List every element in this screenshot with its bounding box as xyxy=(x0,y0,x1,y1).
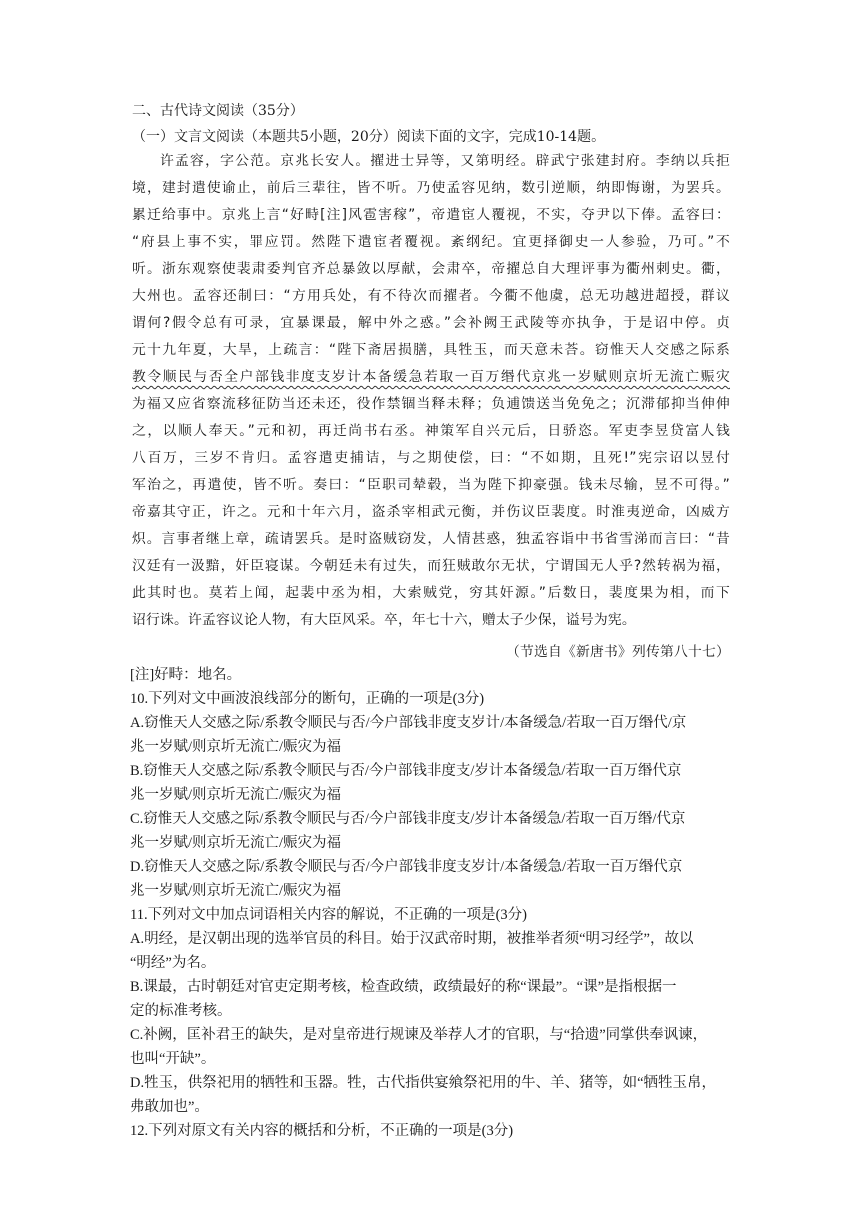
passage-line: 汉廷有一汲黯，奸臣寝谋。今朝廷未有过失，而狂贼敢尔无状，宁谓国无人乎?然转祸为福， xyxy=(132,558,730,574)
passage-line: “府县上事不实，罪应罚。然陛下遣宦者覆视。紊纲纪。宜更择御史一人参验，乃可。”不 xyxy=(132,234,730,250)
passage-line: 许孟容，字公范。京兆长安人。擢进士异等，又第明经。辟武宁张建封府。李纳以兵拒 xyxy=(160,153,730,169)
option-c: C.补阙，匡补君王的缺失，是对皇帝进行规谏及举荐人才的官职，与“拾遗”同掌供奉讽谏， xyxy=(130,1027,708,1043)
passage-line: 之，以顺人奉天。”元和初，再迁尚书右丞。神策军自兴元后，日骄恣。军吏李昱贷富人钱 xyxy=(132,423,730,439)
option-d: D.窃惟天人交感之际/系教令顺民与否/今户部钱非度支岁计/本备缓急/若取一百万缗代京 xyxy=(130,859,683,875)
passage-line: 炽。言事者继上章，疏请罢兵。是时盗贼窃发，人情甚惑，独孟容诣中书省雪涕而言曰：“昔 xyxy=(132,531,730,547)
option-d-cont: 兆一岁赋/则京圻无流亡/赈灾为福 xyxy=(130,883,342,899)
question-stem: 12.下列对原文有关内容的概括和分析，不正确的一项是(3分) xyxy=(130,1123,514,1139)
option-d: D.牲玉，供祭祀用的牺牲和玉器。牲，古代指供宴飨祭祀用的牛、羊、猪等，如“牺牲玉帛， xyxy=(130,1075,717,1091)
section-title: 二、古代诗文阅读（35分） xyxy=(132,103,304,119)
passage-line: 听。浙东观察使裴肃委判官齐总暴敛以厚献，会肃卒，帝擢总自大理评事为衢州刺史。衢， xyxy=(132,261,730,277)
option-a-cont: “明经”为名。 xyxy=(130,955,216,971)
passage-line: 军治之，再遣使，皆不听。奏曰：“臣职司辇毂，当为陛下抑豪强。钱未尽输，昱不可得。” xyxy=(132,477,730,493)
passage-line: 八百万，三岁不肯归。孟容遣吏捕诘，与之期使偿，曰：“不如期，且死!”宪宗诏以昱付 xyxy=(132,450,730,466)
option-b-cont: 定的标准考核。 xyxy=(130,1003,232,1019)
source-note: （节选自《新唐书》列传第八十七） xyxy=(506,644,730,660)
question-stem: 10.下列对文中画波浪线部分的断句，正确的一项是(3分) xyxy=(130,691,485,707)
option-a-cont: 兆一岁赋/则京圻无流亡/赈灾为福 xyxy=(130,739,342,755)
passage-line: 大州也。孟容还制曰：“方用兵处，有不待次而擢者。今衢不他虞，总无功越进超授，群议 xyxy=(132,288,730,304)
option-c-cont: 也叫“开缺”。 xyxy=(130,1051,216,1067)
option-d-cont: 弗敢加也”。 xyxy=(130,1099,209,1115)
option-c: C.窃惟天人交感之际/系教令顺民与否/今户部钱非度支/岁计本备缓急/若取一百万缗/代京 xyxy=(130,811,686,827)
passage-line: 帝嘉其守正，许之。元和十年六月，盗杀宰相武元衡，并伤议臣裴度。时淮夷逆命，凶威方 xyxy=(132,504,730,520)
annotation-note: [注]好畤：地名。 xyxy=(130,667,242,683)
option-b: B.窃惟天人交感之际/系教令顺民与否/今户部钱非度支/岁计本备缓急/若取一百万缗代京 xyxy=(130,763,682,779)
passage-line: 累迁给事中。京兆上言“好畤[注]风雹害稼”，帝遣宦人覆视，不实，夺尹以下俸。孟容曰： xyxy=(132,207,730,223)
passage-line: 此其时也。莫若上闻，起裴中丞为相，大索贼党，穷其奸源。”后数日，裴度果为相，而下 xyxy=(132,585,730,601)
option-b: B.课最，古时朝廷对官吏定期考核，检查政绩，政绩最好的称“课最”。“课”是指根据一 xyxy=(130,979,677,995)
passage-line: 谓何?假令总有可录，宜暴课最，解中外之惑。”会补阙王武陵等亦执争，于是诏中停。贞 xyxy=(132,315,730,331)
passage-line: 境，建封遣使谕止，前后三辈往，皆不听。乃使孟容见纳，数引逆顺，纳即悔谢，为罢兵。 xyxy=(132,180,730,196)
question-stem: 11.下列对文中加点词语相关内容的解说，不正确的一项是(3分) xyxy=(130,907,527,923)
passage-line-wavy: 教令顺民与否全户部钱非度支岁计本备缓急若取一百万缗代京兆一岁赋则京圻无流亡赈灾 xyxy=(132,369,730,385)
passage-line: 元十九年夏，大旱，上疏言：“陛下斋居损膳，具牲玉，而天意未荅。窃惟天人交感之际系 xyxy=(132,342,730,358)
sub-title: （一）文言文阅读（本题共5小题，20分）阅读下面的文字，完成10-14题。 xyxy=(132,129,606,145)
option-b-cont: 兆一岁赋/则京圻无流亡/赈灾为福 xyxy=(130,787,342,803)
option-c-cont: 兆一岁赋/则京圻无流亡/赈灾为福 xyxy=(130,835,342,851)
option-a: A.窃惟天人交感之际/系教令顺民与否/今户部钱非度支岁计/本备缓急/若取一百万缗代/京 xyxy=(130,715,687,731)
passage-line: 诏行诛。许孟容议论人物，有大臣风采。卒，年七十六，赠太子少保，谥号为宪。 xyxy=(132,612,636,628)
passage-line: 为福又应省察流移征防当还未还，役作禁锢当释未释；负逋馈送当免免之；沉滞郁抑当伸伸 xyxy=(132,396,730,412)
option-a: A.明经，是汉朝出现的选举官员的科目。始于汉武帝时期，被推举者须“明习经学”，故以 xyxy=(130,931,694,947)
